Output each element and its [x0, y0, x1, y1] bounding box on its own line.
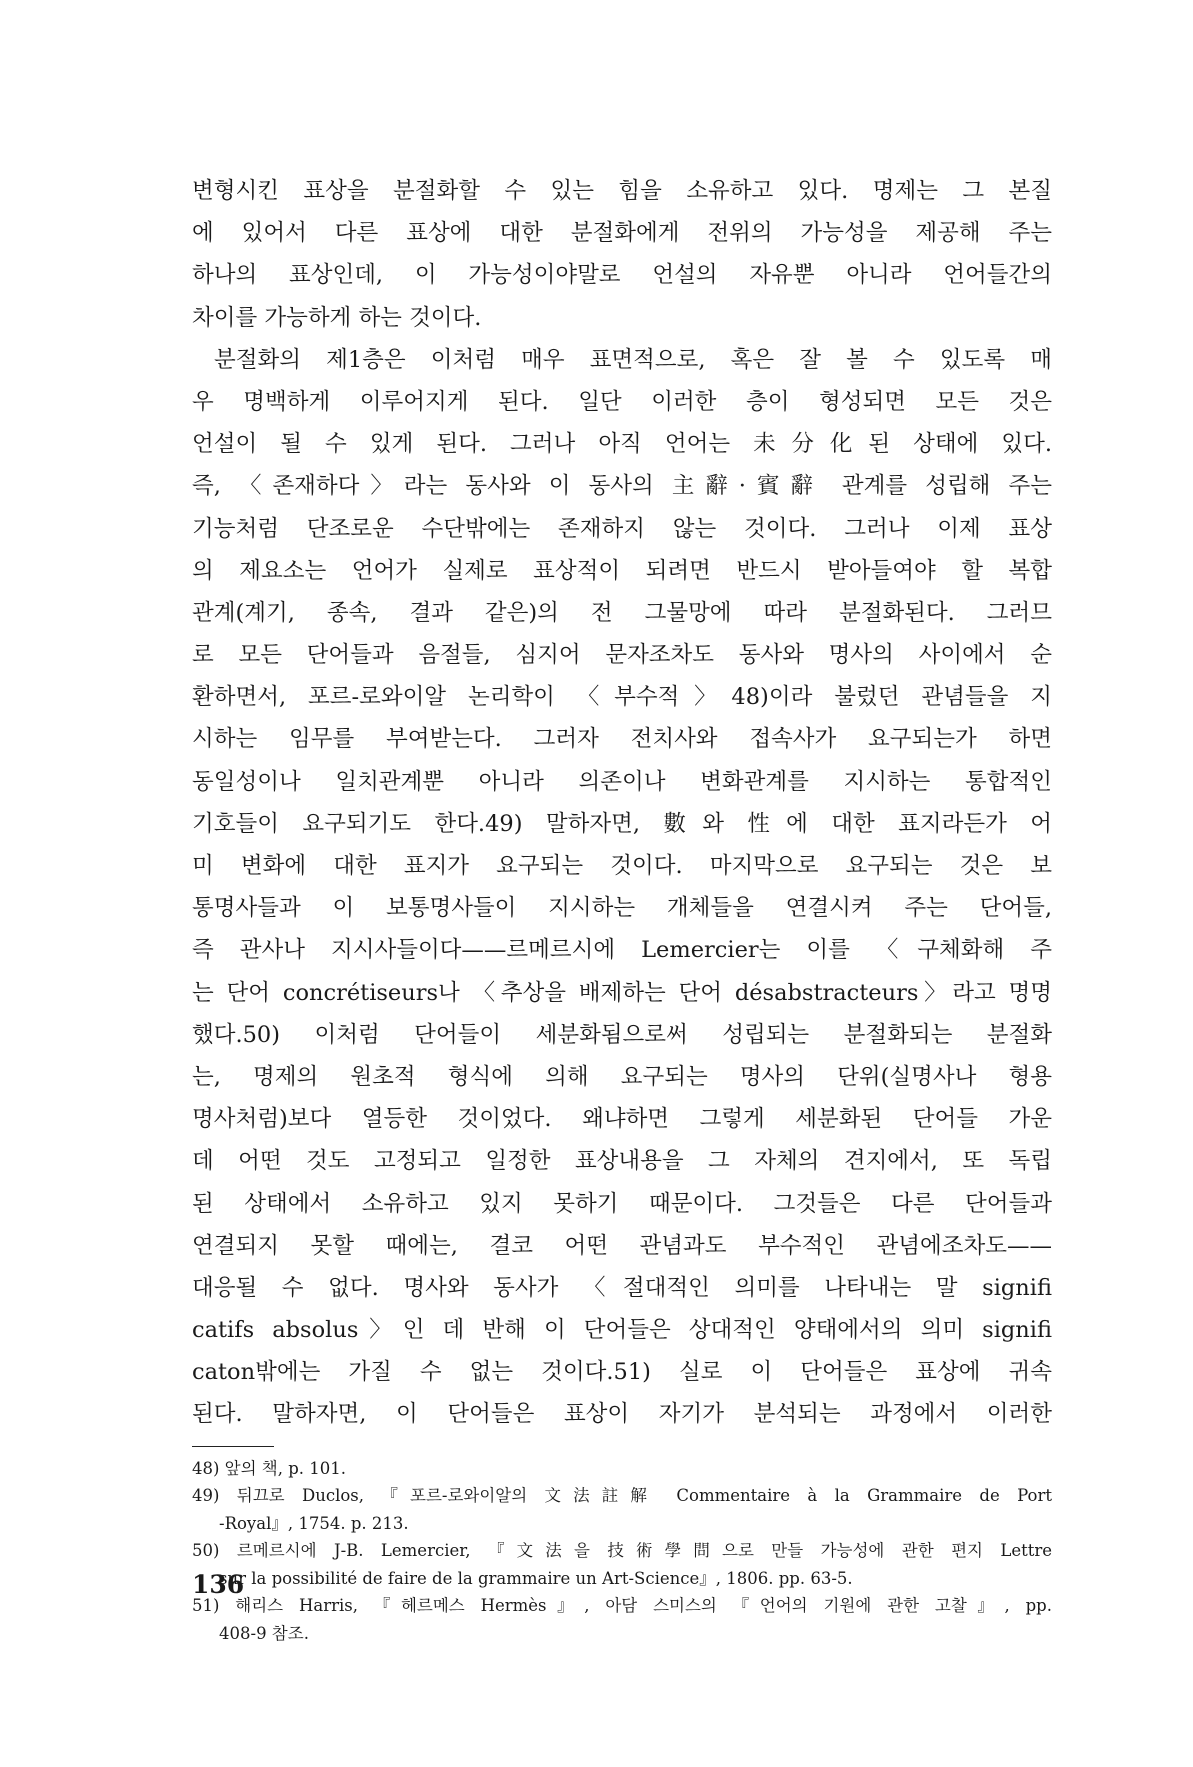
body-line: 기능처럼 단조로운 수단밖에는 존재하지 않는 것이다. 그러나 이제 표상	[192, 515, 1052, 542]
body-line: catifs absolus〉인 데 반해 이 단어들은 상대적인 양태에서의 의미 signifi	[192, 1317, 1052, 1344]
body-line: 미 변화에 대한 표지가 요구되는 것이다. 마지막으로 요구되는 것은 보	[192, 853, 1052, 879]
body-line: 의 제요소는 언어가 실제로 표상적이 되려면 반드시 받아들여야 할 복합	[192, 557, 1052, 584]
footnote-continuation: sur la possibilité de faire de la grammaire un Art-Science』, 1806. pp. 63-5.	[219, 1568, 853, 1588]
body-line: 우 명백하게 이루어지게 된다. 일단 이러한 층이 형성되면 모든 것은	[192, 388, 1052, 415]
body-line: 하나의 표상인데, 이 가능성이야말로 언설의 자유뿐 아니라 언어들간의	[192, 262, 1052, 289]
footnote: 48) 앞의 책, p. 101.	[192, 1458, 347, 1478]
body-line: 차이를 가능하게 하는 것이다.	[192, 304, 482, 331]
body-line: caton밖에는 가질 수 없는 것이다.51) 실로 이 단어들은 표상에 귀속	[192, 1359, 1052, 1386]
body-line: 관계(계기, 종속, 결과 같은)의 전 그물망에 따라 분절화된다. 그러므	[192, 599, 1052, 626]
body-line: 된 상태에서 소유하고 있지 못하기 때문이다. 그것들은 다른 단어들과	[192, 1190, 1052, 1217]
body-line: 연결되지 못할 때에는, 결코 어떤 관념과도 부수적인 관념에조차도——	[192, 1232, 1052, 1259]
body-line: 시하는 임무를 부여받는다. 그러자 전치사와 접속사가 요구되는가 하면	[192, 726, 1052, 753]
body-line: 명사처럼)보다 열등한 것이었다. 왜냐하면 그렇게 세분화된 단어들 가운	[192, 1106, 1052, 1133]
body-line: 환하면서, 포르-로와이알 논리학이 〈부수적〉48)이라 불렀던 관념들을 지	[192, 684, 1052, 711]
body-line: 동일성이나 일치관계뿐 아니라 의존이나 변화관계를 지시하는 통합적인	[192, 768, 1052, 795]
body-line: 즉, 〈존재하다〉라는 동사와 이 동사의 主辭·賓辭 관계를 성립해 주는	[192, 473, 1052, 500]
body-line: 언설이 될 수 있게 된다. 그러나 아직 언어는 未分化된 상태에 있다.	[192, 431, 1052, 458]
body-line: 대응될 수 없다. 명사와 동사가 〈절대적인 의미를 나타내는 말 signifi	[192, 1274, 1052, 1301]
footnote-continuation: -Royal』, 1754. p. 213.	[219, 1513, 409, 1533]
footnote-continuation: 408-9 참조.	[219, 1623, 309, 1643]
body-line: 는, 명제의 원초적 형식에 의해 요구되는 명사의 단위(실명사나 형용	[192, 1063, 1052, 1090]
body-line: 로 모든 단어들과 음절들, 심지어 문자조차도 동사와 명사의 사이에서 순	[192, 642, 1052, 669]
page-number: 136	[192, 1570, 245, 1599]
body-line: 변형시킨 표상을 분절화할 수 있는 힘을 소유하고 있다. 명제는 그 본질	[192, 178, 1052, 204]
footnote-divider	[192, 1446, 274, 1447]
body-line: 즉 관사나 지시사들이다——르메르시에 Lemercier는 이를 〈구체화해 주	[192, 937, 1052, 964]
body-text	[192, 170, 1052, 1436]
footnote: 51) 해리스 Harris, 『헤르메스 Hermès』, 아담 스미스의 『언어의 기원에 관한 고찰』, pp.	[192, 1596, 1052, 1616]
footnote: 50) 르메르시에 J-B. Lemercier, 『文法을 技術學問으로 만들 가능성에 관한 편지 Lettre	[192, 1541, 1052, 1561]
body-line: 는 단어 concrétiseurs나 〈추상을 배제하는 단어 désabstracteurs〉라고 명명	[192, 979, 1052, 1006]
body-line: 분절화의 제1층은 이처럼 매우 표면적으로, 혹은 잘 볼 수 있도록 매	[214, 346, 1052, 373]
body-line: 된다. 말하자면, 이 단어들은 표상이 자기가 분석되는 과정에서 이러한	[192, 1401, 1052, 1428]
page-body	[192, 170, 1052, 1647]
body-line: 기호들이 요구되기도 한다.49) 말하자면, 數와 性에 대한 표지라든가 어	[192, 810, 1052, 837]
footnotes	[192, 1455, 1052, 1648]
body-line: 통명사들과 이 보통명사들이 지시하는 개체들을 연결시켜 주는 단어들,	[192, 895, 1052, 922]
body-line: 데 어떤 것도 고정되고 일정한 표상내용을 그 자체의 견지에서, 또 독립	[192, 1148, 1052, 1175]
body-line: 에 있어서 다른 표상에 대한 분절화에게 전위의 가능성을 제공해 주는	[192, 220, 1052, 247]
footnote: 49) 뒤끄로 Duclos, 『포르-로와이알의 文法註解 Commentaire à la Grammaire de Port	[192, 1486, 1052, 1506]
body-line: 했다.50) 이처럼 단어들이 세분화됨으로써 성립되는 분절화되는 분절화	[192, 1021, 1052, 1048]
